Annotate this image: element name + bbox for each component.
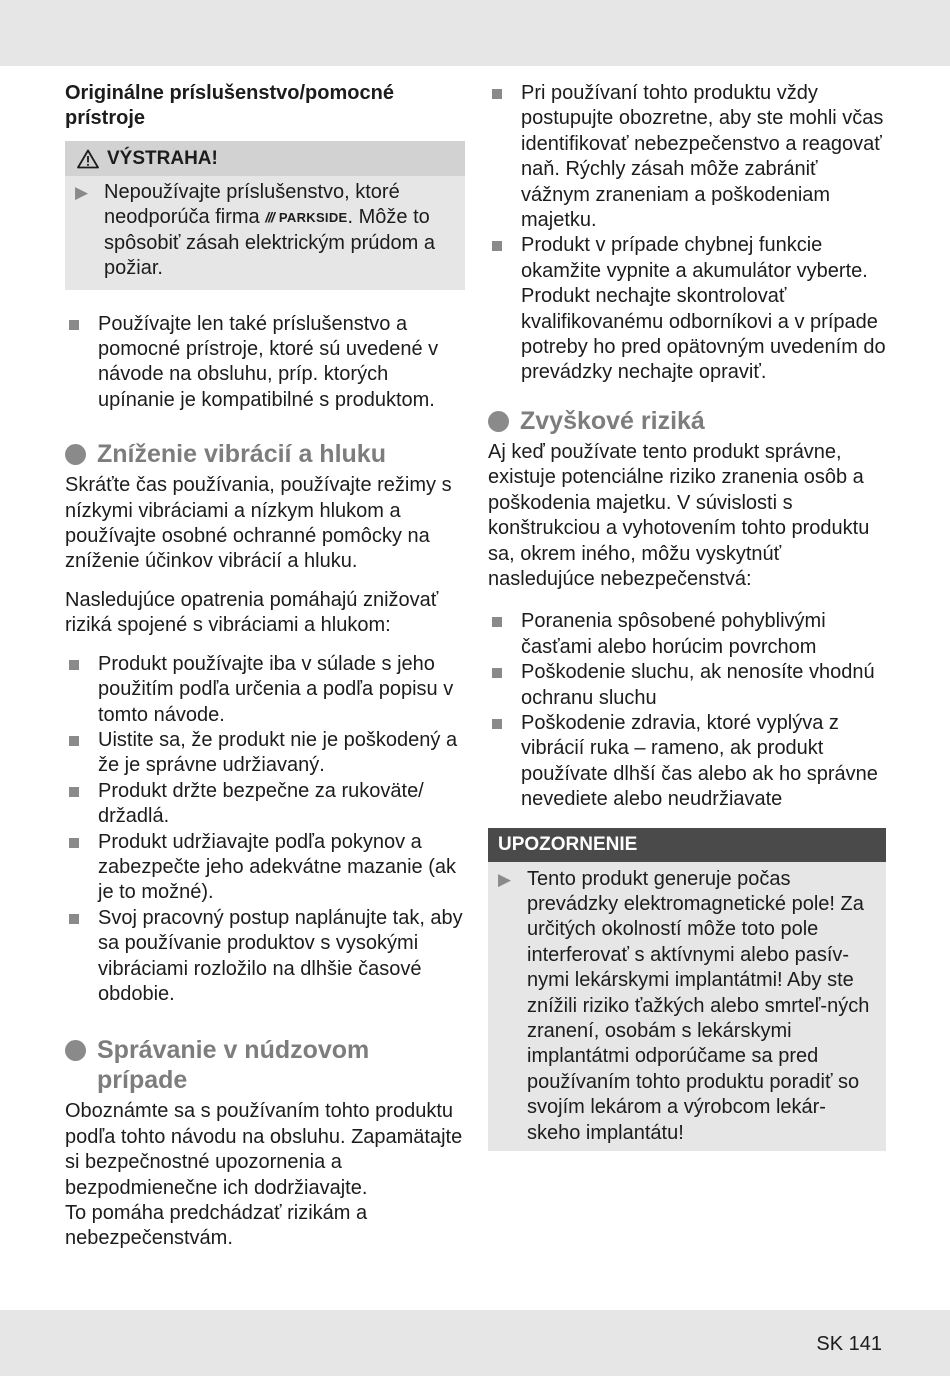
notice-box — [488, 828, 886, 1151]
top-margin-band — [0, 0, 950, 66]
square-bullet-icon — [488, 660, 521, 711]
square-bullet-icon — [488, 711, 521, 813]
section-heading-vibration — [65, 439, 465, 469]
vibration-bullet-list — [65, 652, 465, 1008]
square-bullet-icon — [488, 609, 521, 660]
square-bullet-icon — [65, 312, 98, 414]
warning-title: VÝSTRAHA! — [107, 147, 218, 169]
list-item — [65, 728, 465, 779]
heading-dot-icon — [65, 1040, 86, 1061]
heading-text: Správanie v núdzovom prípade — [97, 1036, 370, 1095]
footer-band — [0, 1310, 950, 1376]
safety-bullet-list — [488, 81, 886, 386]
warning-text-part-2: . Môže to spôsobiť zásah elektrickým prúdom a požiar. — [104, 206, 435, 280]
list-item — [488, 660, 886, 711]
square-bullet-icon — [65, 779, 98, 830]
paragraph: Nasledujúce opatrenia pomáhajú znižovať riziká spojené s vibráciami a hlukom: — [65, 588, 439, 637]
square-bullet-icon — [488, 81, 521, 233]
notice-body — [488, 862, 886, 1151]
triangle-bullet-icon: ▶ — [498, 869, 512, 889]
notice-text: Tento produkt generuje počas prevádzky elektromagnetické pole! Za určitých okolností môže toto pole interferovať s aktívnymi alebo pasív-nymi lekárskymi implantátmi! Aby ste znížili riziko ťažkých alebo smrteľ-ných zranení, osobám s lekárskymi implantátmi odporúčame sa pred používaním tohto produktu poradiť so svojím lekárom a výrobcom lekár-skeho implantátu! — [527, 867, 870, 1144]
notice-item — [498, 867, 876, 1146]
list-item-text: Poškodenie zdravia, ktoré vyplýva z vibrácií ruka – rameno, ak produkt používate dlhší čas alebo ak ho správne nevediete alebo neudržiavate — [521, 711, 878, 811]
list-item — [65, 830, 465, 906]
list-item-text: Produkt držte bezpečne za rukoväte/ držadlá. — [98, 779, 424, 828]
list-item — [65, 779, 465, 830]
square-bullet-icon — [65, 830, 98, 906]
square-bullet-icon — [65, 728, 98, 779]
paragraph: Oboznámte sa s používaním tohto produktu podľa tohto návodu na obsluhu. Zapamätajte si bezpečnostné upozornenia a bezpodmienečne ich dodržiavajte. — [65, 1100, 463, 1199]
heading-text: Zníženie vibrácií a hluku — [97, 440, 386, 469]
list-item-text: Produkt v prípade chybnej funkcie okamžite vypnite a akumulátor vyberte. Produkt nechajte skontrolovať kvalifikovanému odborníkovi a v prípade potreby ho pred opätovným uvedením do prevádzky nechajte opraviť. — [521, 234, 886, 384]
accessories-title: Originálne príslušenstvo/pomocné prístroje — [65, 82, 394, 129]
right-column — [488, 81, 886, 1151]
section-heading-emergency — [65, 1035, 465, 1095]
warning-body — [65, 176, 465, 290]
list-item — [65, 906, 465, 1008]
warning-text-part-1: Nepoužívajte príslušenstvo, ktoré neodporúča firma — [104, 181, 400, 229]
heading-dot-icon — [488, 411, 509, 432]
square-bullet-icon — [65, 652, 98, 728]
square-bullet-icon — [65, 906, 98, 1008]
heading-text: Zvyškové riziká — [520, 406, 705, 435]
heading-dot-icon — [65, 444, 86, 465]
warning-header — [65, 141, 465, 176]
parkside-logo — [265, 205, 347, 230]
list-item — [488, 233, 886, 385]
list-item-text: Uistite sa, že produkt nie je poškodený a že je správne udržiavaný. — [98, 728, 458, 777]
paragraph: To pomáha predchádzať rizikám a nebezpečenstvám. — [65, 1202, 368, 1250]
list-item-text: Používajte len také príslušenstvo a pomocné prístroje, ktoré sú uvedené v návode na obsluhu, príp. ktorých upínanie je kompatibilné s produktom. — [98, 312, 439, 411]
warning-text — [104, 180, 455, 282]
paragraph: Aj keď používate tento produkt správne, existuje potenciálne riziko zranenia osôb a poškodenia majetku. V súvislosti s konštrukciou a vyhotovením tohto produktu sa, okrem iného, môžu vyskytnúť nasledujúce nebezpečenstvá: — [488, 440, 870, 590]
list-item-text: Poškodenie sluchu, ak nenosíte vhodnú ochranu sluchu — [521, 661, 875, 709]
square-bullet-icon — [488, 233, 521, 385]
list-item — [488, 81, 886, 233]
warning-triangle-icon — [77, 149, 99, 169]
list-item-text: Svoj pracovný postup naplánujte tak, aby sa používanie produktov s vysokými vibráciami rozložilo na dlhšie časové obdobie. — [98, 906, 463, 1005]
triangle-bullet-icon: ▶ — [75, 183, 89, 202]
warning-box — [65, 141, 465, 290]
page-number: SK 141 — [816, 1333, 882, 1355]
logo-slashes: /// — [265, 209, 274, 226]
list-item-text: Produkt udržiavajte podľa pokynov a zabezpečte jeho adekvátne mazanie (ak je to možné). — [98, 830, 457, 904]
accessories-bullet-list — [65, 312, 465, 414]
list-item-text: Produkt používajte iba v súlade s jeho použitím podľa určenia a podľa popisu v tomto návode. — [98, 652, 454, 726]
list-item — [488, 711, 886, 813]
list-item — [488, 609, 886, 660]
residual-bullet-list — [488, 609, 886, 812]
paragraph: Skráťte čas používania, používajte režimy s nízkymi vibráciami a nízkym hlukom a používajte osobné ochranné pomôcky na zníženie účinkov vibrácií a hluku. — [65, 474, 452, 573]
list-item — [65, 312, 465, 414]
section-heading-residual — [488, 406, 886, 436]
list-item-text: Poranenia spôsobené pohyblivými časťami alebo horúcim povrchom — [521, 610, 826, 658]
notice-header: UPOZORNENIE — [488, 828, 886, 862]
list-item-text: Pri používaní tohto produktu vždy postupujte obozretne, aby ste mohli včas identifikovať nebezpečenstvo a reagovať naň. Rýchly zásah môže zabrániť vážnym zraneniam a poškodeniam majetku. — [521, 82, 884, 232]
warning-item — [75, 180, 455, 282]
left-column — [65, 81, 465, 1265]
list-item — [65, 652, 465, 728]
logo-text: PARKSIDE — [278, 210, 348, 226]
